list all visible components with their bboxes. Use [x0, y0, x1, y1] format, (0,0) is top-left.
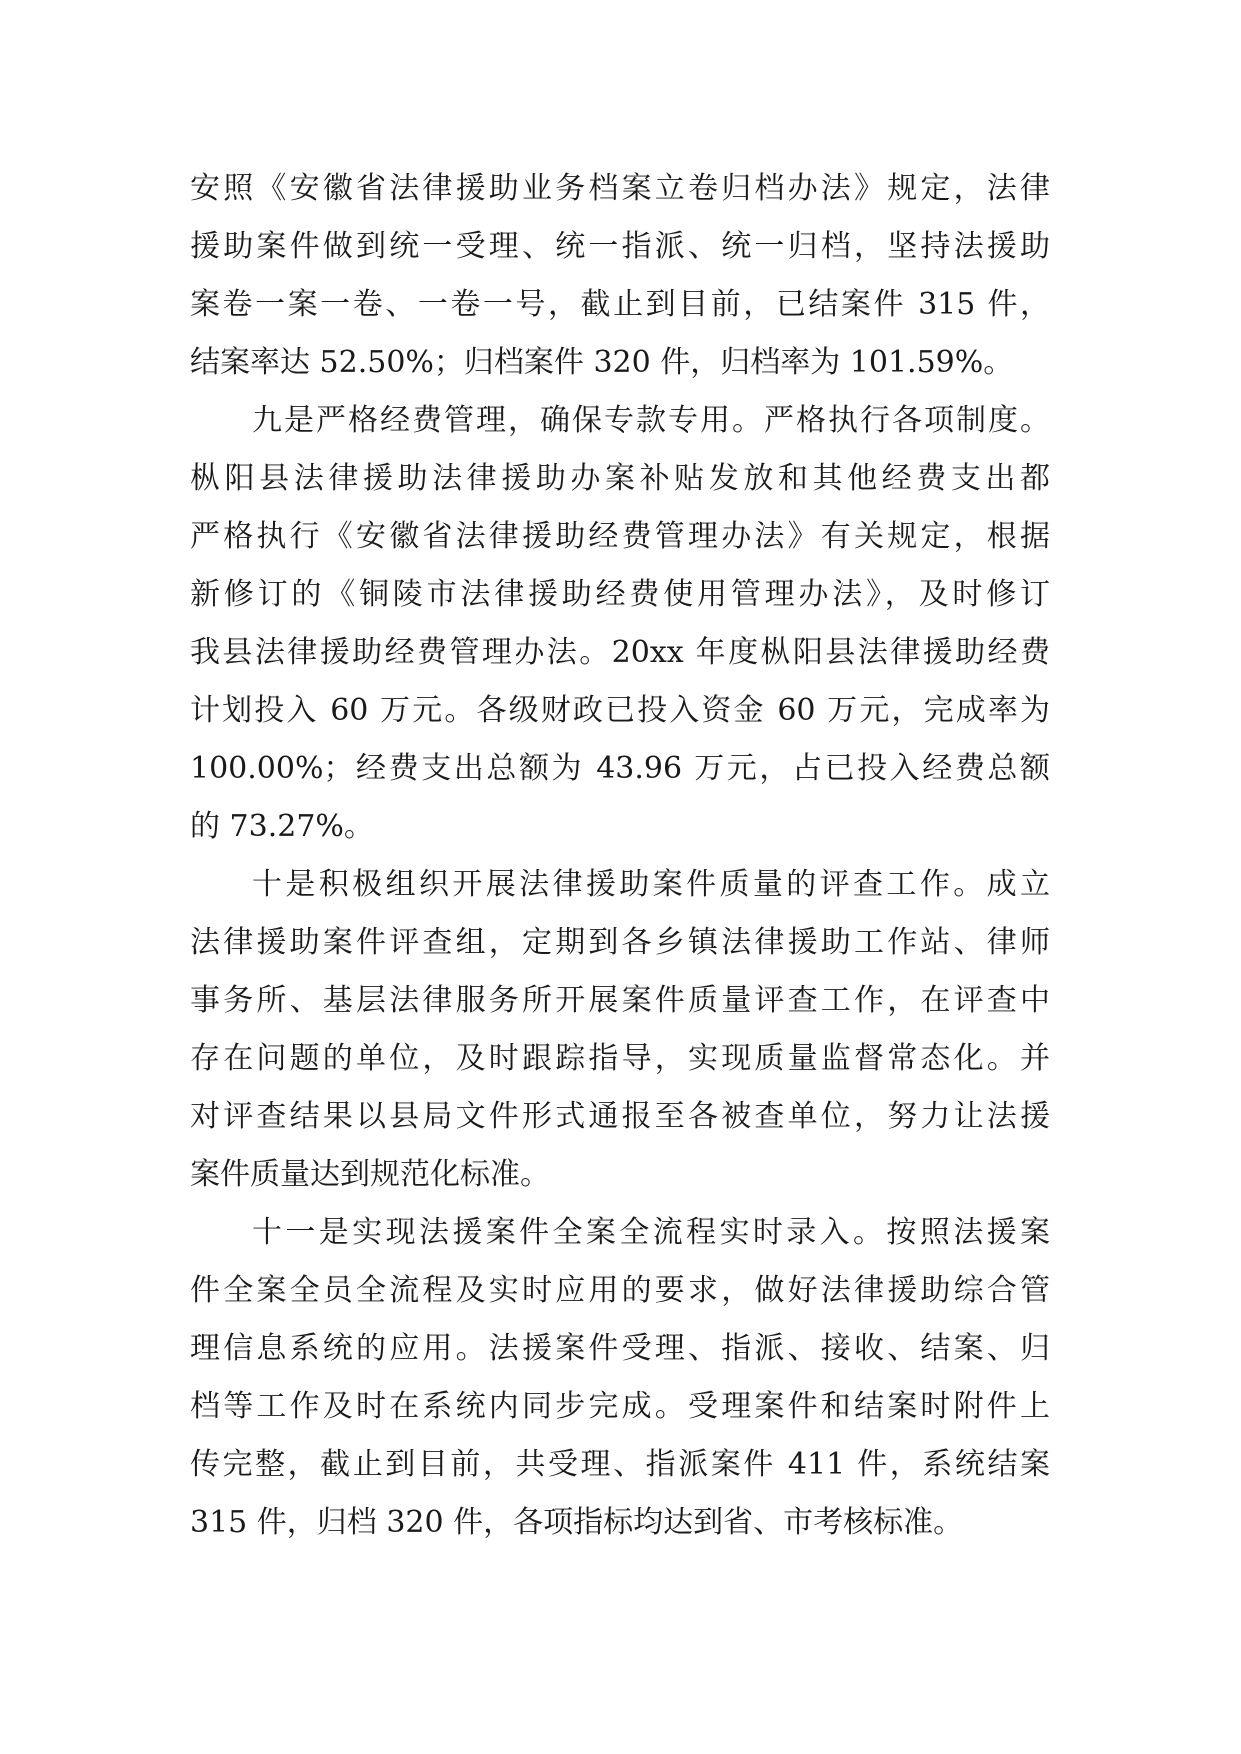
document-body: [190, 160, 1050, 1552]
text-line: 事务所、基层法律服务所开展案件质量评查工作，在评查中: [190, 983, 1050, 1018]
text-line: 100.00%；经费支出总额为 43.96 万元，占已投入经费总额: [190, 751, 1050, 786]
paragraph-archiving: [190, 160, 1050, 392]
text-line: 九是严格经费管理，确保专款专用。严格执行各项制度。: [252, 403, 1050, 438]
text-line: 理信息系统的应用。法援案件受理、指派、接收、结案、归: [190, 1331, 1050, 1366]
paragraph-quality-review: [190, 856, 1050, 1204]
text-line: 十是积极组织开展法律援助案件质量的评查工作。成立: [252, 867, 1050, 902]
paragraph-funding: [190, 392, 1050, 856]
text-line: 计划投入 60 万元。各级财政已投入资金 60 万元，完成率为: [190, 693, 1050, 728]
text-line: 对评查结果以县局文件形式通报至各被查单位，努力让法援: [190, 1099, 1050, 1134]
paragraph-system-entry: [190, 1204, 1050, 1552]
text-line: 法律援助案件评查组，定期到各乡镇法律援助工作站、律师: [190, 925, 1050, 960]
text-line: 新修订的《铜陵市法律援助经费使用管理办法》，及时修订: [190, 577, 1050, 612]
text-line: 十一是实现法援案件全案全流程实时录入。按照法援案: [252, 1215, 1050, 1250]
text-line: 安照《安徽省法律援助业务档案立卷归档办法》规定，法律: [190, 171, 1050, 206]
text-line: 严格执行《安徽省法律援助经费管理办法》有关规定，根据: [190, 519, 1050, 554]
text-line: 援助案件做到统一受理、统一指派、统一归档，坚持法援助: [190, 229, 1050, 264]
text-line: 枞阳县法律援助法律援助办案补贴发放和其他经费支出都: [190, 461, 1050, 496]
text-line: 传完整，截止到目前，共受理、指派案件 411 件，系统结案: [190, 1447, 1050, 1482]
text-line: 件全案全员全流程及实时应用的要求，做好法律援助综合管: [190, 1273, 1050, 1308]
text-line: 我县法律援助经费管理办法。20xx 年度枞阳县法律援助经费: [190, 635, 1050, 670]
text-line: 315 件，归档 320 件，各项指标均达到省、市考核标准。: [190, 1505, 964, 1540]
text-line: 案卷一案一卷、一卷一号，截止到目前，已结案件 315 件，: [190, 287, 1050, 322]
text-line: 档等工作及时在系统内同步完成。受理案件和结案时附件上: [190, 1389, 1050, 1424]
text-line: 存在问题的单位，及时跟踪指导，实现质量监督常态化。并: [190, 1041, 1050, 1076]
text-line: 案件质量达到规范化标准。: [190, 1157, 550, 1192]
text-line: 结案率达 52.50%；归档案件 320 件，归档率为 101.59%。: [190, 345, 1014, 380]
text-line: 的 73.27%。: [190, 809, 374, 844]
